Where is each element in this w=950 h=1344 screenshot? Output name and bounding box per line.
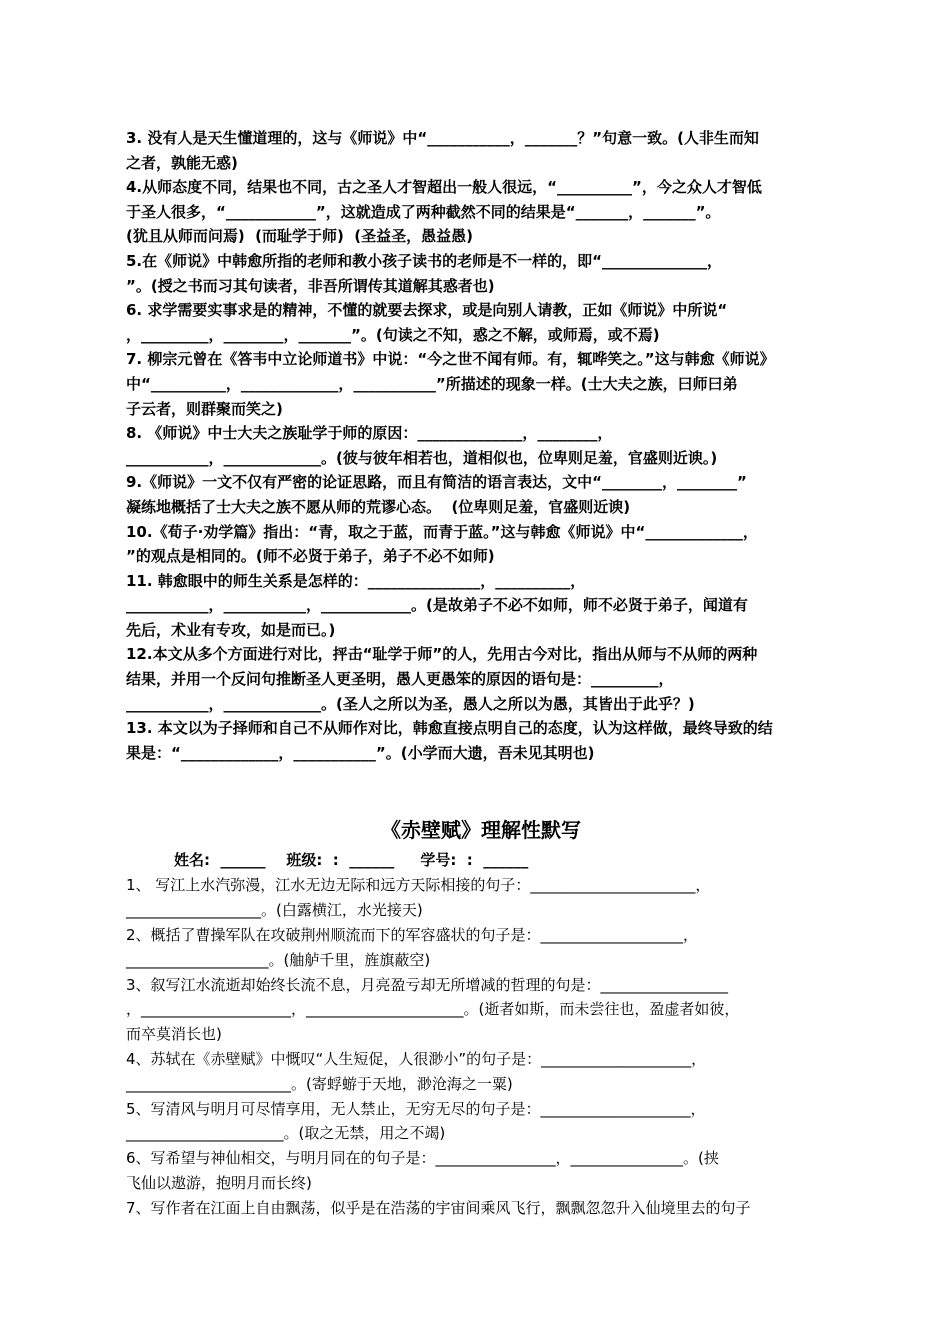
text-line: 11. 韩愈眼中的师生关系是怎样的：_______________，__________， xyxy=(126,571,586,590)
text-line: _____________________。(取之无禁，用之不竭) xyxy=(126,1124,446,1143)
text-line: ，____________________，_____________________。(逝者如斯，而未尝往也，盈虚者如彼， xyxy=(126,1000,740,1019)
text-line: 子云者，则群聚而笑之) xyxy=(126,399,283,418)
text-line: ”的观点是相同的。(师不必贤于弟子，弟子不必不如师) xyxy=(126,547,495,566)
text-line: ______________________。(寄蜉蝣于天地，渺沧海之一粟) xyxy=(126,1074,513,1093)
text-line: 1、 写江上水汽弥漫，江水无边无际和远方天际相接的句子：______________________， xyxy=(126,876,711,895)
text-line: 凝练地概括了士大夫之族不愿从师的荒谬心态。 (位卑则足羞，官盛则近谀) xyxy=(126,497,631,516)
text-line: ___________________。(舳舻千里，旌旗蔽空) xyxy=(126,950,431,969)
section-shishuo-questions xyxy=(126,126,826,765)
text-line: 飞仙以遨游，抱明月而长终) xyxy=(126,1174,312,1192)
text-line: 果是：“_____________，___________”。(小学而大遗，吾未见其明也) xyxy=(126,743,595,762)
text-line: 结果，并用一个反问句推断圣人更圣明，愚人更愚笨的原因的语句是：_________， xyxy=(126,670,674,689)
section-chibifu-questions xyxy=(126,873,826,1220)
text-line: ___________，___________，____________。(是故弟子不必不如师，师不必贤于弟子，闻道有 xyxy=(126,596,748,615)
text-line: ，_________，________，_______”。(句读之不知，惑之不解，或师焉，或不焉) xyxy=(126,325,660,344)
text-line: 6. 求学需要实事求是的精神，不懂的就要去探求，或是向别人请教，正如《师说》中所说“ xyxy=(126,301,728,320)
text-line: 先后，术业有专攻，如是而已。) xyxy=(126,620,336,639)
text-line: 9.《师说》一文不仅有严密的论证思路，而且有简洁的语言表达，文中“________，________” xyxy=(126,473,747,492)
text-line: 6、写希望与神仙相交，与明月同在的句子是：________________，_______________。(挟 xyxy=(126,1149,719,1168)
student-info-line: 姓名: ______ 班级: : ______ 学号: : ______ xyxy=(174,851,529,870)
text-line: ___________，_____________。(圣人之所以为圣，愚人之所以为愚，其皆出于此乎？) xyxy=(126,694,695,713)
text-line: 5、写清风与明月可尽情享用，无人禁止，无穷无尽的句子是：____________________， xyxy=(126,1099,706,1118)
text-line: 10.《荀子·劝学篇》指出：“青，取之于蓝，而青于蓝。”这与韩愈《师说》中“_____________， xyxy=(126,522,758,541)
text-line: 13. 本文以为子择师和自己不从师作对比，韩愈直接点明自己的态度，认为这样做，最终导致的结 xyxy=(126,719,773,738)
text-line: 7. 柳宗元曾在《答韦中立论师道书》中说：“今之世不闻有师。有，辄哗笑之。”这与韩愈《师说》 xyxy=(126,350,775,369)
text-line: 于圣人很多，“____________”，这就造成了两种截然不同的结果是“_______，_______”。 xyxy=(126,202,721,221)
text-line: 7、写作者在江面上自由飘荡，似乎是在浩荡的宇宙间乘风飞行，飘飘忽忽升入仙境里去的句子 xyxy=(126,1198,751,1217)
text-line: ___________，_____________。(彼与彼年相若也，道相似也，位卑则足羞，官盛则近谀。) xyxy=(126,448,718,467)
text-line: 而卒莫消长也) xyxy=(126,1025,222,1044)
document-page xyxy=(126,126,826,1221)
text-line: 5.在《师说》中韩愈所指的老师和教小孩子读书的老师是不一样的，即“______________， xyxy=(126,251,722,270)
text-line: __________________。(白露横江，水光接天) xyxy=(126,901,423,920)
text-line: 中“__________，_____________，___________”所描述的现象一样。(士大夫之族，曰师曰弟 xyxy=(126,374,738,393)
text-line: 2、概括了曹操军队在攻破荆州顺流而下的军容盛状的句子是：___________________， xyxy=(126,926,699,945)
text-line: (犹且从师而问焉) (而耻学于师) (圣益圣，愚益愚) xyxy=(126,227,474,246)
text-line: 8. 《师说》中士大夫之族耻学于师的原因：______________，________， xyxy=(126,424,613,443)
worksheet-title: 《赤壁赋》理解性默写 xyxy=(381,818,581,843)
section-spacer xyxy=(126,765,826,813)
text-line: 之者，孰能无惑) xyxy=(126,153,238,172)
text-line: 3. 没有人是天生懂道理的，这与《师说》中“___________，_______？”句意一致。(人非生而知 xyxy=(126,129,759,147)
text-line: 3、叙写江水流逝却始终长流不息，月亮盈亏却无所增减的哲理的句是：_________________ xyxy=(126,975,729,994)
text-line: 4.从师态度不同，结果也不同，古之圣人才智超出一般人很远，“__________”，今之众人才智低 xyxy=(126,178,762,197)
text-line: 4、苏轼在《赤壁赋》中慨叹“人生短促，人很渺小”的句子是：____________________， xyxy=(126,1050,707,1069)
text-line: ”。(授之书而习其句读者，非吾所谓传其道解其惑者也) xyxy=(126,276,495,295)
text-line: 12.本文从多个方面进行对比，抨击“耻学于师”的人，先用古今对比，指出从师与不从师的两种 xyxy=(126,645,758,664)
